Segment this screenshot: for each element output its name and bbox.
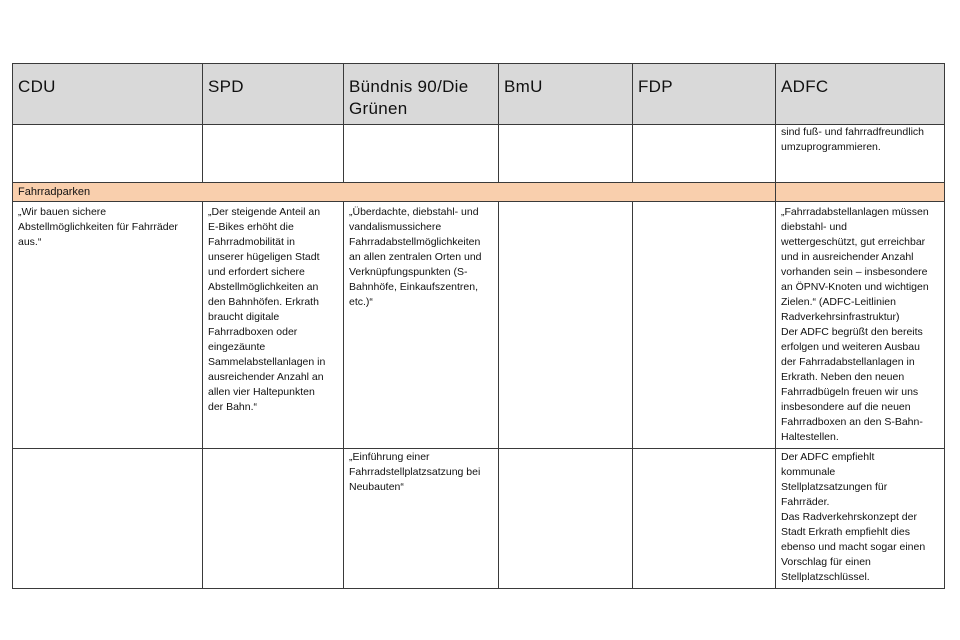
header-bmu: BmU [499, 64, 633, 125]
table-row [13, 449, 945, 589]
header-adfc: ADFC [776, 64, 945, 125]
table-cell [203, 449, 344, 589]
table-cell [499, 202, 633, 449]
table-cell: „Fahrradabstellanlagen müssen diebstahl- und wettergeschützt, gut erreichbar und in ausreichender Anzahl vorhanden sein – insbesondere an ÖPNV-Knoten und wichtigen Zielen.“ (ADFC-Leitlinien Radverkehrsinfrastruktur) Der ADFC begrüßt den bereits erfolgen und weiteren Ausbau der Fahrradabstellanlagen in Erkrath. Neben den neuen Fahrradbügeln freuen wir uns insbesondere auf die neuen Fahrradboxen an den S-Bahn- Haltestellen. [776, 202, 945, 449]
table-cell [499, 125, 633, 183]
section-empty-cell [776, 183, 945, 202]
table-cell [633, 125, 776, 183]
table-cell [633, 449, 776, 589]
table-cell: sind fuß- und fahrradfreundlich umzuprogrammieren. [776, 125, 945, 183]
header-row [13, 64, 945, 125]
table-cell: „Einführung einer Fahrradstellplatzsatzung bei Neubauten“ [344, 449, 499, 589]
table-cell [499, 449, 633, 589]
table-row [13, 125, 945, 183]
header-gruene: Bündnis 90/Die Grünen [344, 64, 499, 125]
section-row-fahrradparken [13, 183, 945, 202]
table-cell: Der ADFC empfiehlt kommunale Stellplatzsatzungen für Fahrräder. Das Radverkehrskonzept der Stadt Erkrath empfiehlt dies ebenso und macht sogar einen Vorschlag für einen Stellplatzschlüssel. [776, 449, 945, 589]
table-cell [13, 449, 203, 589]
header-cdu: CDU [13, 64, 203, 125]
table-cell [203, 125, 344, 183]
comparison-table [12, 63, 945, 589]
table-cell [633, 202, 776, 449]
header-fdp: FDP [633, 64, 776, 125]
section-label: Fahrradparken [13, 183, 776, 202]
header-spd: SPD [203, 64, 344, 125]
table-row [13, 202, 945, 449]
table-cell [13, 125, 203, 183]
table-cell [344, 125, 499, 183]
table-cell: „Überdachte, diebstahl- und vandalismussichere Fahrradabstellmöglichkeiten an allen zentralen Orten und Verknüpfungspunkten (S- Bahnhöfe, Einkaufszentren, etc.)“ [344, 202, 499, 449]
table-cell: „Der steigende Anteil an E-Bikes erhöht die Fahrradmobilität in unserer hügeligen Stadt und erfordert sichere Abstellmöglichkeiten an den Bahnhöfen. Erkrath braucht digitale Fahrradboxen oder eingezäunte Sammelabstellanlagen in ausreichender Anzahl an allen vier Haltepunkten der Bahn.“ [203, 202, 344, 449]
table-cell: „Wir bauen sichere Abstellmöglichkeiten für Fahrräder aus.“ [13, 202, 203, 449]
